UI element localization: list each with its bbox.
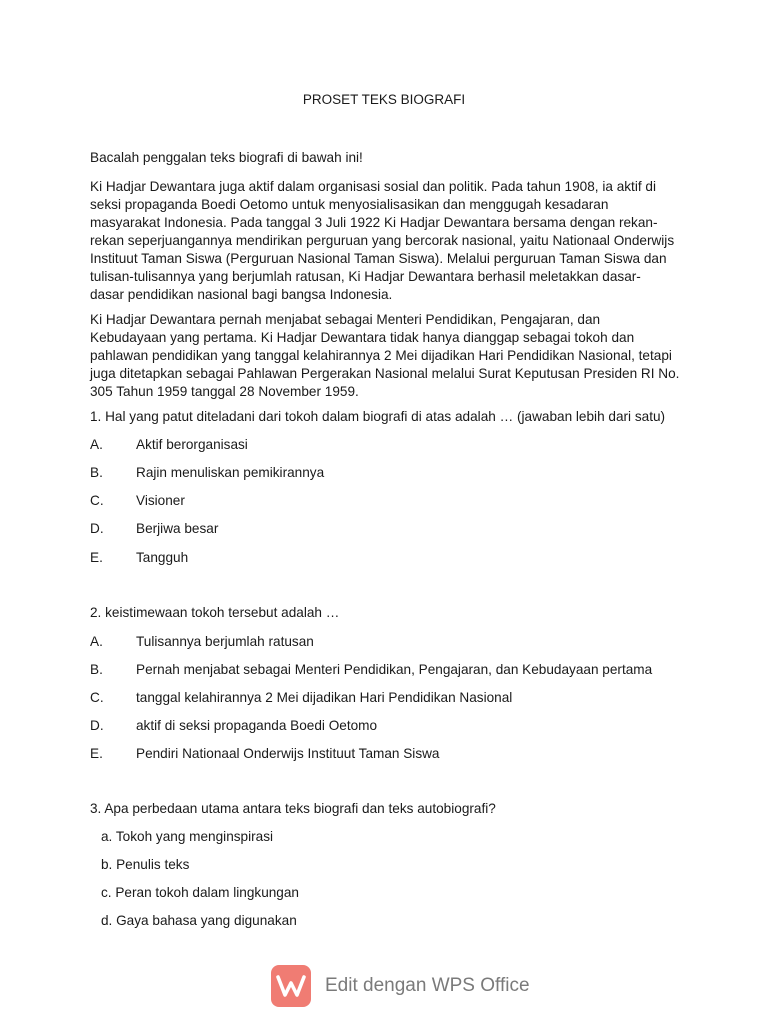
question-3-option-b: b. Penulis teks: [101, 857, 190, 872]
question-2: 2. keistimewaan tokoh tersebut adalah …: [90, 605, 340, 620]
question-1-option-c: [90, 493, 185, 508]
paragraph-1: [90, 178, 680, 304]
document-title: PROSET TEKS BIOGRAFI: [302, 92, 466, 107]
paragraph-1-line: seksi propaganda Boedi Oetomo untuk menyosialisasikan dan menggugah kesadaran: [90, 197, 609, 212]
paragraph-1-line: Instituut Taman Siswa (Perguruan Nasional Taman Siswa). Melalui perguruan Taman Siswa dan: [90, 251, 667, 266]
paragraph-2-line: 305 Tahun 1959 tanggal 28 November 1959.: [90, 384, 359, 399]
question-3-option-a: a. Tokoh yang menginspirasi: [101, 829, 274, 844]
option-text: tanggal kelahirannya 2 Mei dijadikan Hari Pendidikan Nasional: [136, 690, 513, 705]
option-text: Aktif berorganisasi: [136, 437, 248, 452]
question-2-option-b: [90, 662, 652, 677]
question-2-option-d: [90, 718, 377, 733]
option-letter: D.: [90, 521, 104, 536]
option-letter: A.: [90, 634, 103, 649]
wps-office-icon: [271, 965, 311, 1007]
paragraph-2-line: juga ditetapkan sebagai Pahlawan Pergerakan Nasional melalui Surat Keputusan Presiden RI No.: [90, 366, 680, 381]
question-2-option-c: [90, 690, 512, 705]
question-3: 3. Apa perbedaan utama antara teks biografi dan teks autobiografi?: [90, 801, 496, 816]
option-letter: C.: [90, 690, 104, 705]
option-text: Pendiri Nationaal Onderwijs Instituut Taman Siswa: [136, 746, 440, 761]
paragraph-2-line: Ki Hadjar Dewantara pernah menjabat sebagai Menteri Pendidikan, Pengajaran, dan: [90, 312, 601, 327]
option-letter: A.: [90, 437, 103, 452]
option-text: Tulisannya berjumlah ratusan: [136, 634, 314, 649]
paragraph-1-line: tulisan-tulisannya yang berjumlah ratusan, Ki Hadjar Dewantara berhasil meletakkan dasar-: [90, 269, 641, 284]
question-3-option-d: d. Gaya bahasa yang digunakan: [101, 913, 297, 928]
option-text: Rajin menuliskan pemikirannya: [136, 465, 325, 480]
paragraph-1-line: Ki Hadjar Dewantara juga aktif dalam organisasi sosial dan politik. Pada tahun 1908, ia aktif di: [90, 179, 656, 194]
question-1-option-a: [90, 437, 248, 452]
option-letter: E.: [90, 746, 103, 761]
question-3-option-c: c. Peran tokoh dalam lingkungan: [101, 885, 299, 900]
question-1-option-e: [90, 550, 188, 565]
question-1: 1. Hal yang patut diteladani dari tokoh dalam biografi di atas adalah … (jawaban lebih dari satu): [90, 409, 666, 424]
wps-banner-text: Edit dengan WPS Office: [325, 975, 530, 996]
option-letter: C.: [90, 493, 104, 508]
option-letter: B.: [90, 465, 103, 480]
paragraph-2: [90, 311, 680, 401]
edit-with-wps-banner[interactable]: [271, 965, 530, 1007]
option-text: Pernah menjabat sebagai Menteri Pendidikan, Pengajaran, dan Kebudayaan pertama: [136, 662, 653, 677]
option-text: Berjiwa besar: [136, 521, 219, 536]
paragraph-2-line: Kebudayaan yang pertama. Ki Hadjar Dewantara tidak hanya dianggap sebagai tokoh dan: [90, 330, 635, 345]
intro-text: Bacalah penggalan teks biografi di bawah ini!: [90, 150, 363, 165]
option-letter: D.: [90, 718, 104, 733]
option-text: Tangguh: [136, 550, 189, 565]
question-1-option-d: [90, 521, 218, 536]
option-text: Visioner: [136, 493, 185, 508]
question-1-option-b: [90, 465, 324, 480]
question-2-option-e: [90, 746, 440, 761]
paragraph-1-line: dasar pendidikan nasional bagi bangsa Indonesia.: [90, 287, 393, 302]
option-letter: E.: [90, 550, 103, 565]
paragraph-1-line: rekan seperjuangannya mendirikan perguruan yang bercorak nasional, yaitu Nationaal Onderwijs: [90, 233, 675, 248]
paragraph-1-line: masyarakat Indonesia. Pada tanggal 3 Juli 1922 Ki Hadjar Dewantara bersama dengan rekan-: [90, 215, 658, 230]
question-2-option-a: [90, 634, 314, 649]
option-text: aktif di seksi propaganda Boedi Oetomo: [136, 718, 378, 733]
option-letter: B.: [90, 662, 103, 677]
paragraph-2-line: pahlawan pendidikan yang tanggal kelahirannya 2 Mei dijadikan Hari Pendidikan Nasional, tetapi: [90, 348, 672, 363]
